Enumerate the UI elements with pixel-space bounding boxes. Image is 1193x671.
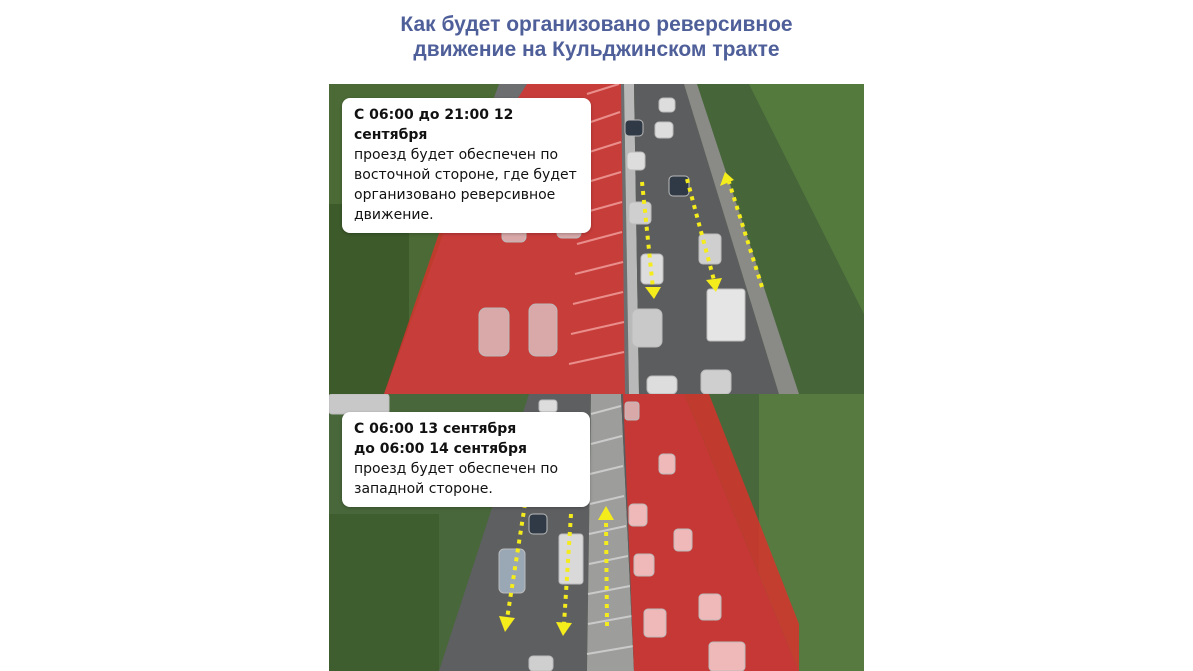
aerial-photo-bottom: [329, 394, 864, 671]
title-line-1: Как будет организовано реверсивное: [400, 13, 793, 36]
callout-top-heading: С 06:00 до 21:00 12 сентября: [354, 107, 514, 143]
callout-bottom: [342, 412, 590, 507]
callout-bottom-heading-line-2: до 06:00 14 сентября: [354, 441, 527, 457]
callout-top-body: проезд будет обеспечен по восточной стороне, где будет организовано реверсивное движение.: [354, 147, 577, 223]
callout-bottom-heading-line-1: С 06:00 13 сентября: [354, 421, 517, 437]
callout-bottom-body: проезд будет обеспечен по западной стороне.: [354, 461, 559, 497]
callout-top: [342, 98, 591, 233]
aerial-photo-top: [329, 84, 864, 394]
page-title: [0, 12, 1193, 62]
title-line-2: движение на Кульджинском тракте: [413, 38, 780, 61]
